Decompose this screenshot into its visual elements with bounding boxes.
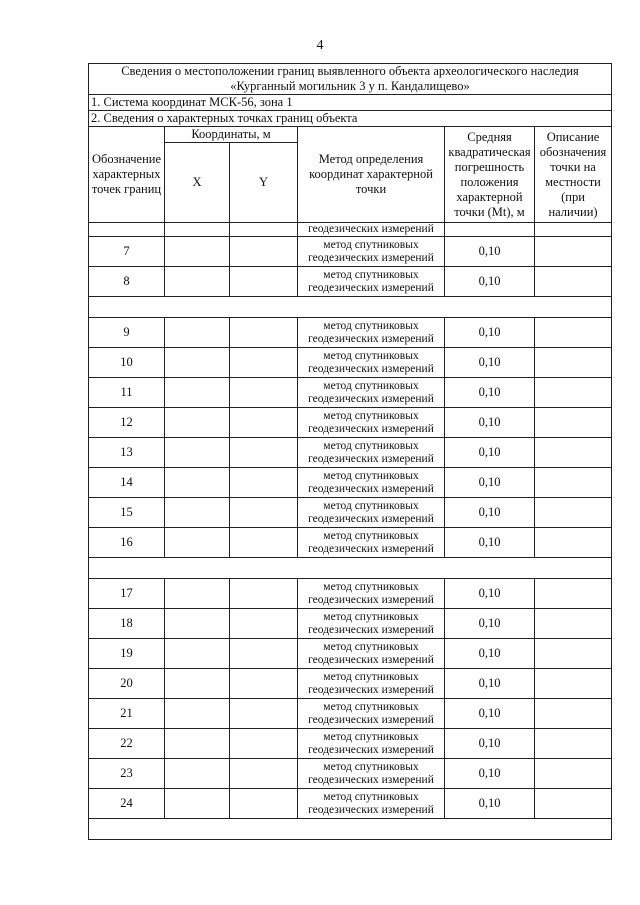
point-number: 20: [89, 669, 165, 699]
point-description: [535, 438, 612, 468]
method-line-2: геодезических измерений: [308, 281, 434, 294]
mean-error: 0,10: [445, 609, 535, 639]
point-number: 14: [89, 468, 165, 498]
coord-y: [230, 699, 298, 729]
point-number: 22: [89, 729, 165, 759]
table-row: [89, 498, 612, 528]
method-cell: [298, 348, 445, 378]
mean-error: 0,10: [445, 729, 535, 759]
point-number: 21: [89, 699, 165, 729]
separator-cell: [89, 297, 612, 318]
point-number: 18: [89, 609, 165, 639]
method-line-1: метод спутниковых: [323, 499, 419, 512]
mean-error: 0,10: [445, 267, 535, 297]
mean-error: 0,10: [445, 237, 535, 267]
method-cell: [298, 438, 445, 468]
method-line-2: геодезических измерений: [308, 482, 434, 495]
method-line-2: геодезических измерений: [308, 593, 434, 606]
point-number: 12: [89, 408, 165, 438]
coord-x: [165, 579, 230, 609]
table-row: [89, 699, 612, 729]
point-number: 19: [89, 639, 165, 669]
method-cell: [298, 729, 445, 759]
point-description: [535, 669, 612, 699]
method-cell: [298, 579, 445, 609]
coordinate-system: 1. Система координат МСК-56, зона 1: [89, 95, 612, 111]
point-number: 9: [89, 318, 165, 348]
header-y: Y: [230, 143, 298, 223]
coord-x: [165, 609, 230, 639]
coord-x: [165, 378, 230, 408]
boundary-points-table: [88, 63, 612, 840]
method-line-2: геодезических измерений: [308, 773, 434, 786]
table-row: [89, 237, 612, 267]
coord-x: [165, 348, 230, 378]
title-line-1: Сведения о местоположении границ выявленного объекта археологического наследия: [121, 64, 579, 78]
separator-cell: [89, 819, 612, 840]
method-cell: [298, 789, 445, 819]
point-number: 13: [89, 438, 165, 468]
coord-x: [165, 237, 230, 267]
point-number: 11: [89, 378, 165, 408]
method-line-2: геодезических измерений: [308, 392, 434, 405]
point-description: [535, 789, 612, 819]
method-cell: [298, 528, 445, 558]
method-cell: [298, 408, 445, 438]
table-row: [89, 789, 612, 819]
method-line-1: метод спутниковых: [323, 439, 419, 452]
coord-y: [230, 729, 298, 759]
point-number: 24: [89, 789, 165, 819]
mean-error: 0,10: [445, 378, 535, 408]
table-row: [89, 348, 612, 378]
table-row: [89, 579, 612, 609]
title-line-2: «Курганный могильник 3 у п. Кандалищево»: [230, 79, 470, 93]
coord-y: [230, 378, 298, 408]
coord-x: [165, 498, 230, 528]
table-row: [89, 669, 612, 699]
separator-cell: [89, 558, 612, 579]
method-cell: [298, 318, 445, 348]
method-line-2: геодезических измерений: [308, 362, 434, 375]
header-x: X: [165, 143, 230, 223]
method-line-2: геодезических измерений: [308, 623, 434, 636]
table-row: [89, 639, 612, 669]
point-number: 15: [89, 498, 165, 528]
method-line-1: метод спутниковых: [323, 670, 419, 683]
coord-x: [165, 468, 230, 498]
method-line-2: геодезических измерений: [308, 743, 434, 756]
method-cell: [298, 699, 445, 729]
coord-x: [165, 699, 230, 729]
mean-error: 0,10: [445, 348, 535, 378]
method-line-1: метод спутниковых: [323, 610, 419, 623]
point-description: [535, 468, 612, 498]
method-cell: [298, 498, 445, 528]
mean-error: 0,10: [445, 579, 535, 609]
point-description: [535, 639, 612, 669]
table-row: [89, 318, 612, 348]
point-description: [535, 237, 612, 267]
method-line-1: метод спутниковых: [323, 730, 419, 743]
method-line-1: метод спутниковых: [323, 529, 419, 542]
coord-x: [165, 639, 230, 669]
point-description: [535, 699, 612, 729]
mean-error: 0,10: [445, 498, 535, 528]
coord-x: [165, 528, 230, 558]
mean-error: 0,10: [445, 639, 535, 669]
point-description: [535, 348, 612, 378]
coord-y: [230, 348, 298, 378]
header-description: Описание обозначения точки на местности (при наличии): [535, 127, 612, 223]
point-number: 7: [89, 237, 165, 267]
separator-row: [89, 819, 612, 840]
point-number: 10: [89, 348, 165, 378]
mean-error: 0,10: [445, 528, 535, 558]
coord-x: [165, 318, 230, 348]
point-description: [535, 498, 612, 528]
method-line-2: геодезических измерений: [308, 803, 434, 816]
continuation-row: [89, 223, 612, 237]
mean-error: 0,10: [445, 468, 535, 498]
method-line-1: метод спутниковых: [323, 379, 419, 392]
mean-error: 0,10: [445, 669, 535, 699]
coord-x: [165, 729, 230, 759]
coord-y: [230, 237, 298, 267]
method-line-1: метод спутниковых: [323, 319, 419, 332]
coord-x: [165, 789, 230, 819]
method-line-1: метод спутниковых: [323, 268, 419, 281]
table-row: [89, 408, 612, 438]
method-cell: [298, 378, 445, 408]
table-title: [89, 64, 612, 95]
coord-y: [230, 759, 298, 789]
point-description: [535, 579, 612, 609]
point-description: [535, 528, 612, 558]
table-row: [89, 378, 612, 408]
coord-y: [230, 609, 298, 639]
method-line-1: метод спутниковых: [323, 790, 419, 803]
header-coordinates: Координаты, м: [165, 127, 298, 143]
coord-x: [165, 669, 230, 699]
coord-y: [230, 438, 298, 468]
method-line-1: метод спутниковых: [323, 238, 419, 251]
point-description: [535, 759, 612, 789]
point-description: [535, 408, 612, 438]
point-description: [535, 729, 612, 759]
coord-y: [230, 528, 298, 558]
table-row: [89, 609, 612, 639]
method-line-1: метод спутниковых: [323, 469, 419, 482]
coord-y: [230, 789, 298, 819]
header-method: Метод определения координат характерной точки: [298, 127, 445, 223]
coord-y: [230, 579, 298, 609]
table-row: [89, 729, 612, 759]
method-line-2: геодезических измерений: [308, 452, 434, 465]
coord-y: [230, 408, 298, 438]
separator-row: [89, 558, 612, 579]
point-number: 16: [89, 528, 165, 558]
point-description: [535, 378, 612, 408]
method-line-1: метод спутниковых: [323, 760, 419, 773]
continuation-method: геодезических измерений: [298, 223, 445, 237]
method-line-1: метод спутниковых: [323, 700, 419, 713]
method-line-2: геодезических измерений: [308, 683, 434, 696]
method-cell: [298, 669, 445, 699]
header-mean-error: Средняя квадратическая погрешность положения характерной точки (Mt), м: [445, 127, 535, 223]
coord-y: [230, 669, 298, 699]
mean-error: 0,10: [445, 699, 535, 729]
table-row: [89, 267, 612, 297]
coord-y: [230, 639, 298, 669]
coord-y: [230, 468, 298, 498]
point-number: 8: [89, 267, 165, 297]
point-number: 17: [89, 579, 165, 609]
table-row: [89, 759, 612, 789]
mean-error: 0,10: [445, 438, 535, 468]
table-row: [89, 438, 612, 468]
method-cell: [298, 609, 445, 639]
method-line-1: метод спутниковых: [323, 409, 419, 422]
method-cell: [298, 759, 445, 789]
coord-x: [165, 267, 230, 297]
method-line-2: геодезических измерений: [308, 512, 434, 525]
points-section-heading: 2. Сведения о характерных точках границ объекта: [89, 111, 612, 127]
method-cell: [298, 639, 445, 669]
point-number: 23: [89, 759, 165, 789]
method-line-2: геодезических измерений: [308, 332, 434, 345]
method-line-1: метод спутниковых: [323, 580, 419, 593]
coord-y: [230, 498, 298, 528]
mean-error: 0,10: [445, 759, 535, 789]
method-line-2: геодезических измерений: [308, 422, 434, 435]
method-cell: [298, 237, 445, 267]
page-number: 4: [316, 38, 324, 53]
mean-error: 0,10: [445, 318, 535, 348]
coord-x: [165, 408, 230, 438]
table-row: [89, 468, 612, 498]
coord-x: [165, 438, 230, 468]
coord-y: [230, 318, 298, 348]
point-description: [535, 267, 612, 297]
method-cell: [298, 468, 445, 498]
mean-error: 0,10: [445, 789, 535, 819]
method-line-2: геодезических измерений: [308, 713, 434, 726]
method-line-1: метод спутниковых: [323, 349, 419, 362]
header-point-designation: Обозначение характерных точек границ: [89, 127, 165, 223]
table-row: [89, 528, 612, 558]
coord-x: [165, 759, 230, 789]
coord-y: [230, 267, 298, 297]
separator-row: [89, 297, 612, 318]
point-description: [535, 609, 612, 639]
method-line-1: метод спутниковых: [323, 640, 419, 653]
method-cell: [298, 267, 445, 297]
method-line-2: геодезических измерений: [308, 251, 434, 264]
mean-error: 0,10: [445, 408, 535, 438]
point-description: [535, 318, 612, 348]
method-line-2: геодезических измерений: [308, 653, 434, 666]
method-line-2: геодезических измерений: [308, 542, 434, 555]
